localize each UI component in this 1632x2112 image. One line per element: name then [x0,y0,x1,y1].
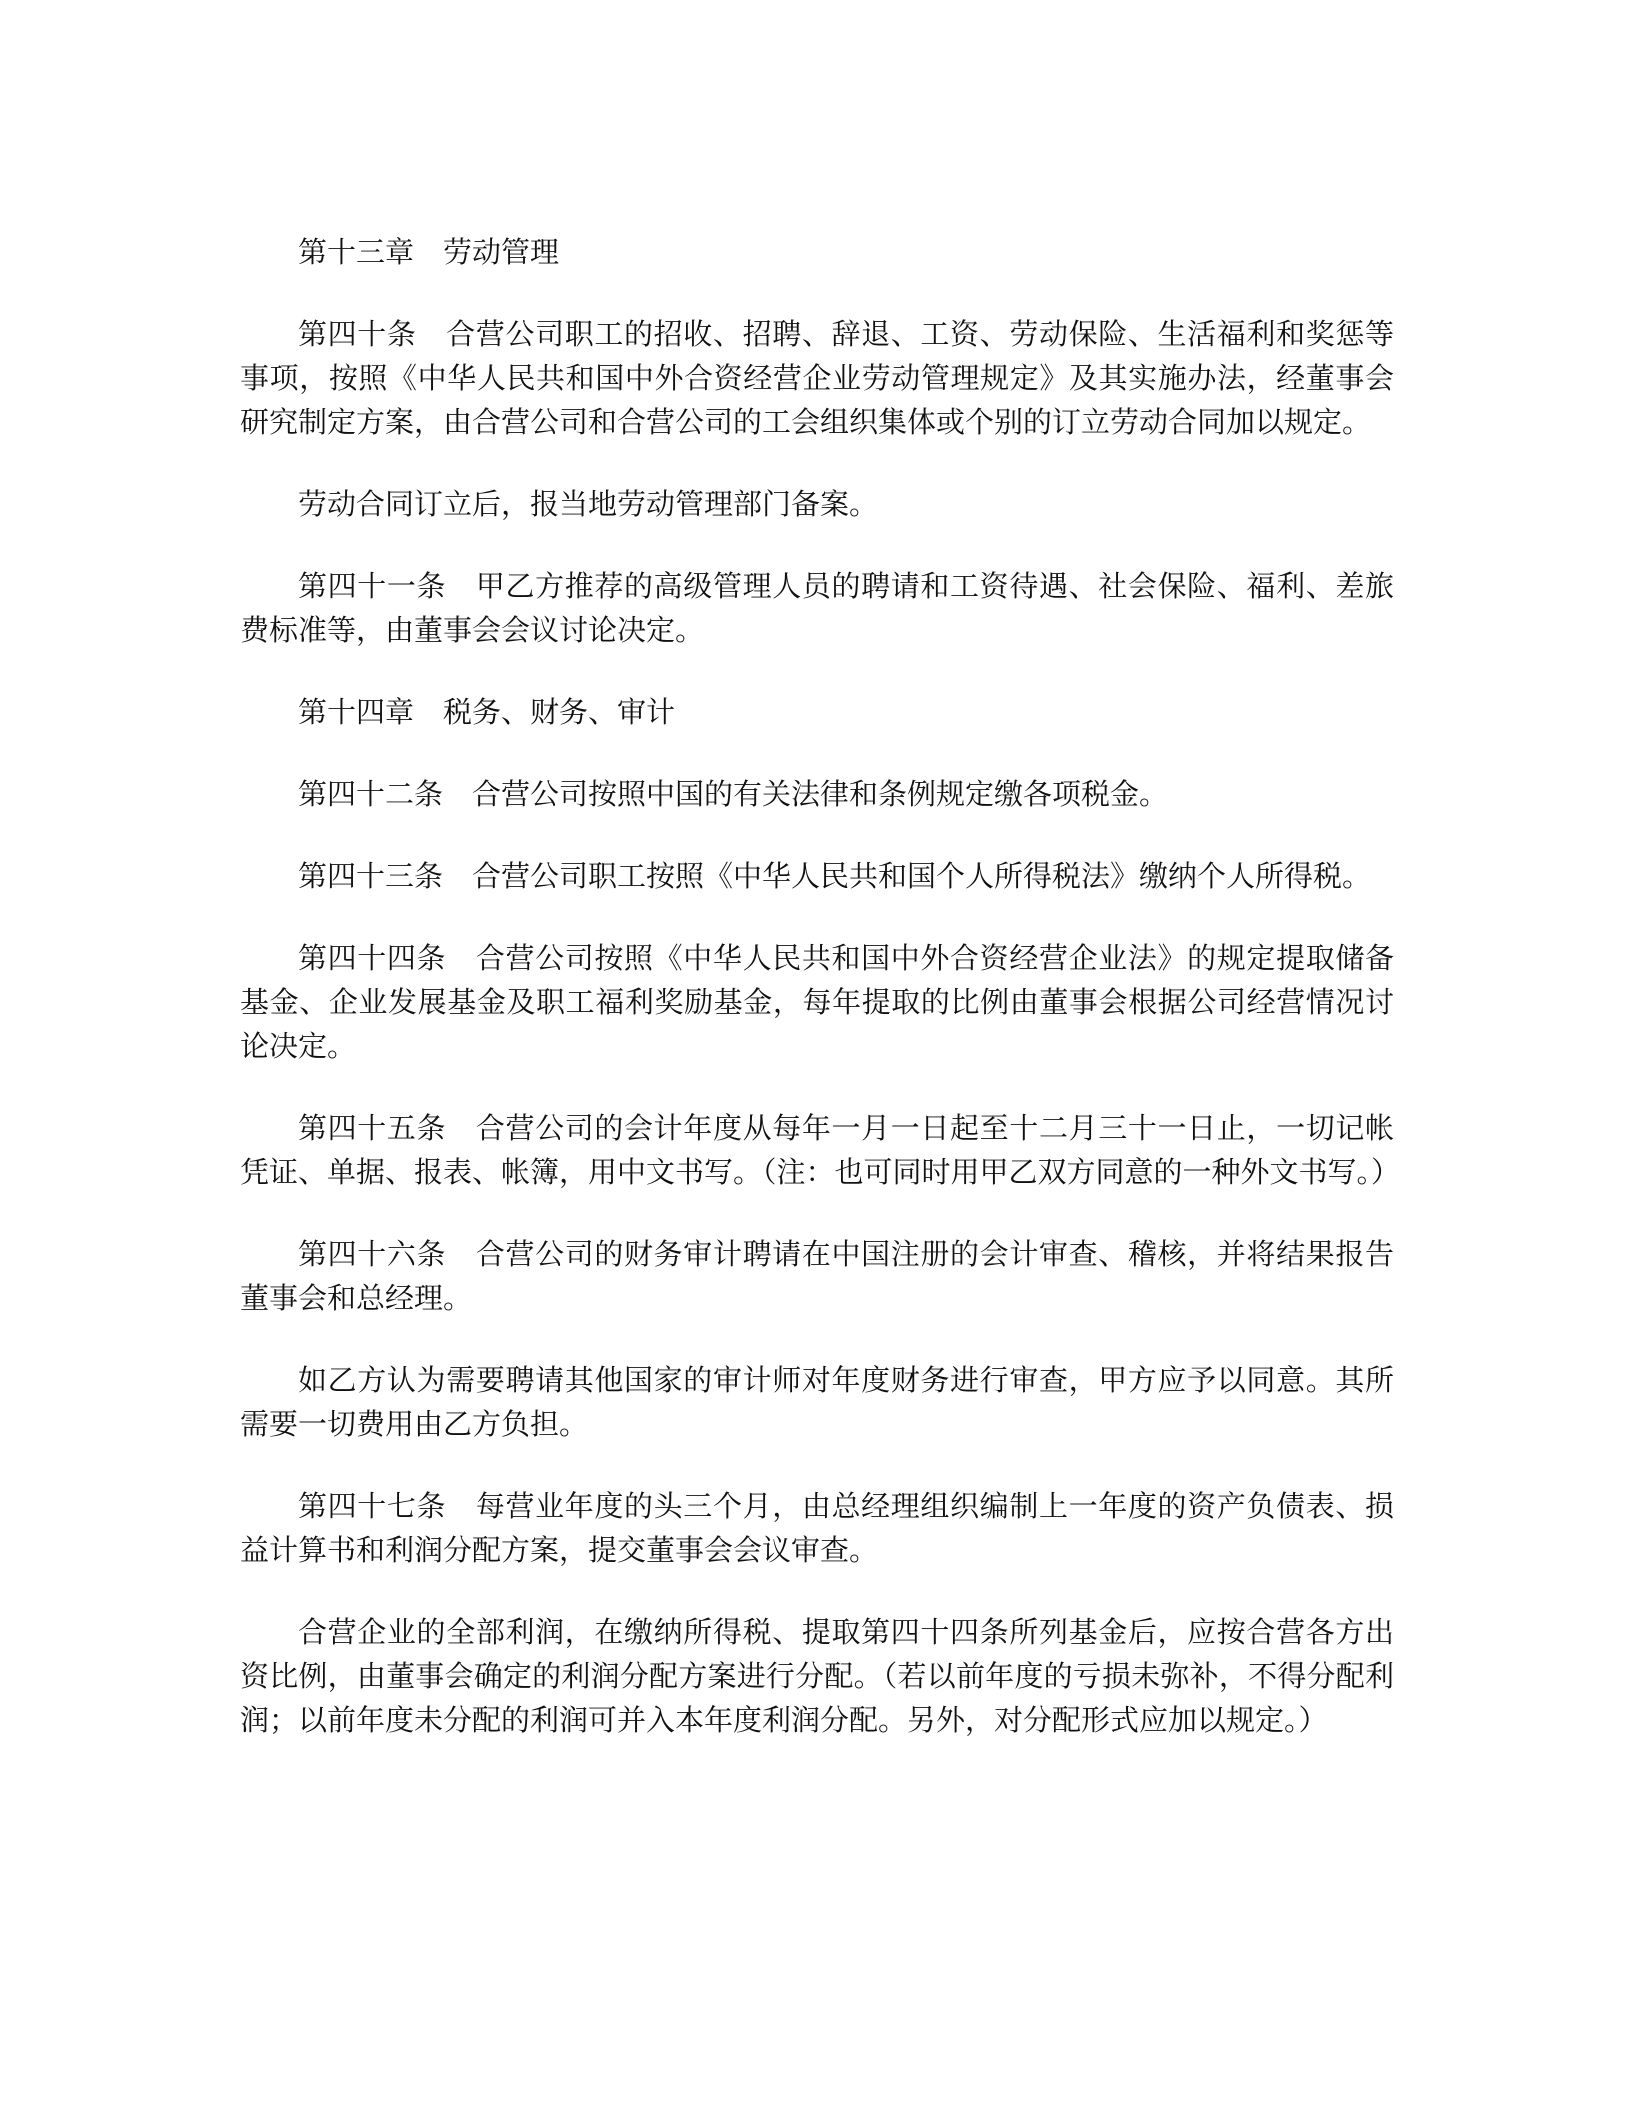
article-44: 第四十四条 合营公司按照《中华人民共和国中外合资经营企业法》的规定提取储备基金、企业发展基金及职工福利奖励基金，每年提取的比例由董事会根据公司经营情况讨论决定。 [240,941,1394,1063]
article-47: 第四十七条 每营业年度的头三个月，由总经理组织编制上一年度的资产负债表、损益计算书和利润分配方案，提交董事会会议审查。 [240,1489,1394,1567]
chapter-13-heading: 第十三章 劳动管理 [298,235,560,269]
article-46-supplement: 如乙方认为需要聘请其他国家的审计师对年度财务进行审查，甲方应予以同意。其所需要一切费用由乙方负担。 [240,1363,1394,1441]
article-41: 第四十一条 甲乙方推荐的高级管理人员的聘请和工资待遇、社会保险、福利、差旅费标准等，由董事会会议讨论决定。 [240,569,1394,647]
article-46: 第四十六条 合营公司的财务审计聘请在中国注册的会计审查、稽核，并将结果报告董事会和总经理。 [240,1237,1394,1315]
article-40: 第四十条 合营公司职工的招收、招聘、辞退、工资、劳动保险、生活福利和奖惩等事项，按照《中华人民共和国中外合资经营企业劳动管理规定》及其实施办法，经董事会研究制定方案，由合营公司和合营公司的工会组织集体或个别的订立劳动合同加以规定。 [240,317,1394,439]
document-page [240,230,1401,1742]
chapter-14-heading: 第十四章 税务、财务、审计 [298,695,676,729]
article-42: 第四十二条 合营公司按照中国的有关法律和条例规定缴各项税金。 [298,777,1169,811]
article-40-note: 劳动合同订立后，报当地劳动管理部门备案。 [298,487,879,521]
article-45: 第四十五条 合营公司的会计年度从每年一月一日起至十二月三十一日止，一切记帐凭证、单据、报表、帐簿，用中文书写。（注：也可同时用甲乙双方同意的一种外文书写。） [240,1111,1401,1189]
article-43: 第四十三条 合营公司职工按照《中华人民共和国个人所得税法》缴纳个人所得税。 [298,859,1372,893]
article-47-profit-distribution: 合营企业的全部利润，在缴纳所得税、提取第四十四条所列基金后，应按合营各方出资比例，由董事会确定的利润分配方案进行分配。（若以前年度的亏损未弥补，不得分配利润；以前年度未分配的利润可并入本年度利润分配。另外，对分配形式应加以规定。） [240,1615,1394,1737]
